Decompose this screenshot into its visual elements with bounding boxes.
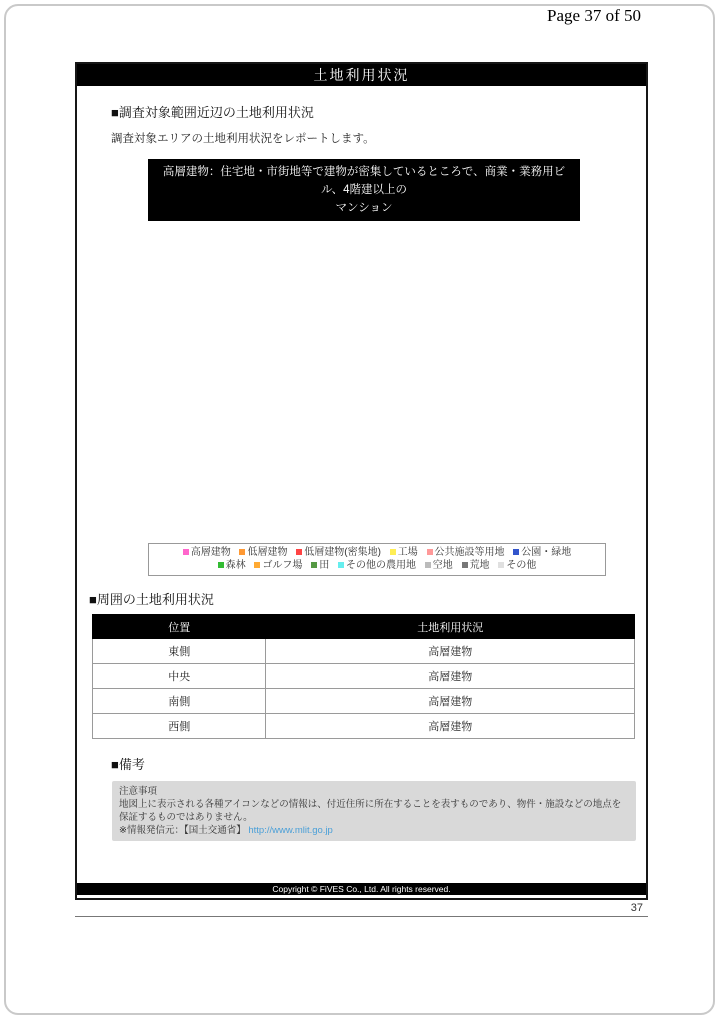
table-header-row xyxy=(93,615,635,639)
table-row xyxy=(93,639,635,664)
landuse-definition-line2: マンション xyxy=(335,202,393,214)
legend-label: 公園・緑地 xyxy=(521,547,572,558)
legend-item xyxy=(254,560,302,571)
section-heading-survey-area: ■調査対象範囲近辺の土地利用状況 xyxy=(111,105,314,120)
legend-swatch-icon xyxy=(462,562,468,568)
section-description: 調査対象エリアの土地利用状況をレポートします。 xyxy=(111,133,375,145)
landuse-legend xyxy=(148,543,606,576)
legend-swatch-icon xyxy=(254,562,260,568)
legend-swatch-icon xyxy=(239,549,245,555)
legend-label: 高層建物 xyxy=(190,547,231,558)
legend-swatch-icon xyxy=(338,562,344,568)
legend-swatch-icon xyxy=(311,562,317,568)
legend-row-2 xyxy=(149,559,605,572)
source-url-link[interactable]: http://www.mlit.go.jp xyxy=(248,825,333,836)
legend-item xyxy=(239,547,287,558)
section-heading-surroundings: ■周囲の土地利用状況 xyxy=(89,592,214,607)
note-source-prefix: ※情報発信元：【国土交通省】 xyxy=(119,825,246,836)
legend-label: ゴルフ場 xyxy=(262,560,303,571)
note-body: 地図上に表示される各種アイコンなどの情報は、付近住所に所在することを表すものであり、物件・施設などの地点を保証するものではありません。 xyxy=(119,799,622,823)
page-number: 37 xyxy=(75,902,648,917)
legend-swatch-icon xyxy=(425,562,431,568)
legend-label: 低層建物 xyxy=(247,547,288,558)
table-header-position: 位置 xyxy=(93,615,266,639)
legend-item xyxy=(498,560,536,571)
cell-landuse: 高層建物 xyxy=(266,639,635,664)
legend-row-1 xyxy=(149,546,605,559)
legend-label: 荒地 xyxy=(469,560,490,571)
legend-item xyxy=(462,560,490,571)
legend-item xyxy=(338,560,416,571)
legend-swatch-icon xyxy=(183,549,189,555)
legend-swatch-icon xyxy=(218,562,224,568)
cell-position: 東側 xyxy=(93,639,266,664)
section-heading-remarks: ■備考 xyxy=(111,757,145,772)
legend-item xyxy=(296,547,381,558)
legend-swatch-icon xyxy=(296,549,302,555)
map-area xyxy=(77,221,646,543)
table-header-landuse: 土地利用状況 xyxy=(266,615,635,639)
cell-position: 南側 xyxy=(93,689,266,714)
cell-position: 中央 xyxy=(93,664,266,689)
legend-item xyxy=(513,547,571,558)
legend-item xyxy=(425,560,453,571)
table-row xyxy=(93,664,635,689)
legend-swatch-icon xyxy=(427,549,433,555)
copyright-bar: Copyright © FiVES Co., Ltd. All rights reserved. xyxy=(77,883,646,895)
legend-item xyxy=(390,547,418,558)
legend-label: 工場 xyxy=(397,547,418,558)
caution-note-box xyxy=(112,781,636,841)
cell-landuse: 高層建物 xyxy=(266,714,635,739)
cell-landuse: 高層建物 xyxy=(266,689,635,714)
legend-label: 空地 xyxy=(432,560,453,571)
legend-item xyxy=(218,560,246,571)
report-document xyxy=(75,62,648,900)
table-row xyxy=(93,689,635,714)
legend-swatch-icon xyxy=(513,549,519,555)
land-use-table xyxy=(92,614,635,739)
legend-label: その他の農用地 xyxy=(346,560,416,571)
page-indicator: Page 37 of 50 xyxy=(547,6,641,25)
cell-position: 西側 xyxy=(93,714,266,739)
landuse-definition-line1: 高層建物：住宅地・市街地等で建物が密集しているところで、商業・業務用ビル、4階建以上の xyxy=(162,166,566,196)
legend-label: 公共施設等用地 xyxy=(434,547,505,558)
legend-item xyxy=(427,547,505,558)
table-row xyxy=(93,714,635,739)
legend-swatch-icon xyxy=(390,549,396,555)
cell-landuse: 高層建物 xyxy=(266,664,635,689)
legend-item xyxy=(311,560,329,571)
note-title: 注意事項 xyxy=(119,786,158,797)
legend-label: 田 xyxy=(319,560,330,571)
legend-label: その他 xyxy=(506,560,537,571)
report-title: 土地利用状況 xyxy=(77,64,646,86)
legend-swatch-icon xyxy=(498,562,504,568)
legend-item xyxy=(183,547,231,558)
note-source xyxy=(119,824,629,837)
legend-label: 森林 xyxy=(225,560,246,571)
landuse-definition-box xyxy=(148,159,580,221)
legend-label: 低層建物(密集地) xyxy=(304,547,381,558)
